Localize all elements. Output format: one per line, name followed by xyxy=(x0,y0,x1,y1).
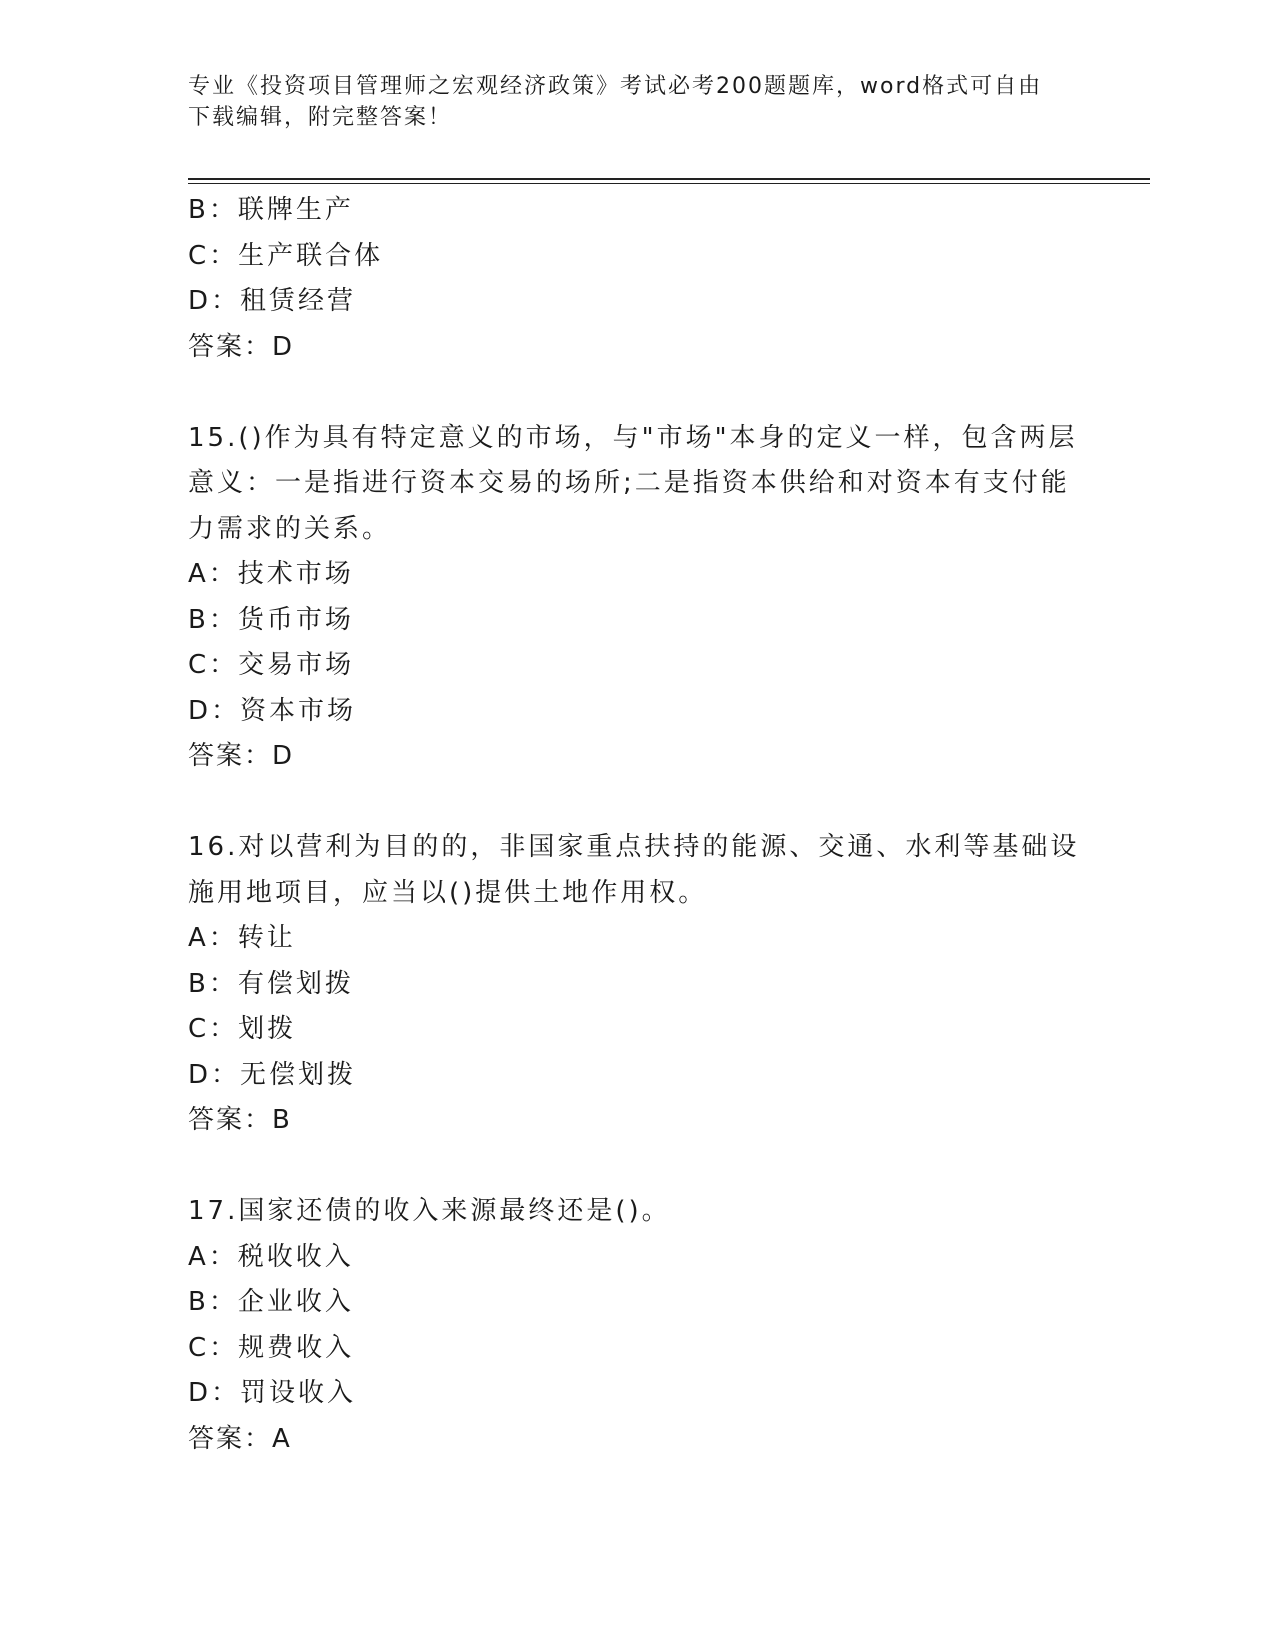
question-text: 15.()作为具有特定意义的市场，与"市场"本身的定义一样，包含两层 xyxy=(188,422,1078,453)
question-text: 16.对以营利为目的的，非国家重点扶持的能源、交通、水利等基础设 xyxy=(188,832,1080,862)
option-b: B：联牌生产 xyxy=(188,195,354,225)
option-b: B：有偿划拨 xyxy=(188,968,354,999)
spacer xyxy=(188,780,1068,826)
answer: 答案：D xyxy=(188,741,295,771)
question-text: 17.国家还债的收入来源最终还是()。 xyxy=(188,1196,671,1226)
option-a: A：税收收入 xyxy=(188,1241,354,1272)
question-block-16 xyxy=(188,825,1080,1144)
question-block-prev xyxy=(188,188,1068,370)
option-d: D：无偿划拨 xyxy=(188,1059,357,1090)
question-list xyxy=(188,188,1080,1462)
option-c: C：划拨 xyxy=(188,1014,297,1044)
option-d: D：资本市场 xyxy=(188,695,357,726)
option-b: B：企业收入 xyxy=(188,1287,354,1317)
question-block-15 xyxy=(188,416,1078,780)
option-b: B：货币市场 xyxy=(188,604,354,635)
option-d: D：罚设收入 xyxy=(188,1378,357,1408)
header-divider-thin xyxy=(188,183,1150,184)
option-a: A：技术市场 xyxy=(188,559,354,589)
spacer xyxy=(188,370,1068,416)
answer: 答案：A xyxy=(188,1423,292,1454)
answer: 答案：B xyxy=(188,1105,292,1135)
spacer xyxy=(188,1144,1068,1190)
option-d: D：租赁经营 xyxy=(188,286,357,316)
header-line: 下载编辑，附完整答案！ xyxy=(188,105,453,130)
option-c: C：生产联合体 xyxy=(188,240,384,271)
question-text: 意义：一是指进行资本交易的场所;二是指资本供给和对资本有支付能 xyxy=(188,468,1070,498)
option-a: A：转让 xyxy=(188,923,296,953)
option-c: C：交易市场 xyxy=(188,650,355,680)
option-c: C：规费收入 xyxy=(188,1332,355,1363)
header-line: 专业《投资项目管理师之宏观经济政策》考试必考200题题库，word格式可自由 xyxy=(188,74,1043,99)
header-divider xyxy=(188,178,1150,180)
question-text: 力需求的关系。 xyxy=(188,513,392,544)
document-header xyxy=(188,71,1088,133)
question-block-17 xyxy=(188,1189,1068,1462)
answer: 答案：D xyxy=(188,331,295,362)
question-text: 施用地项目，应当以()提供土地作用权。 xyxy=(188,877,708,908)
